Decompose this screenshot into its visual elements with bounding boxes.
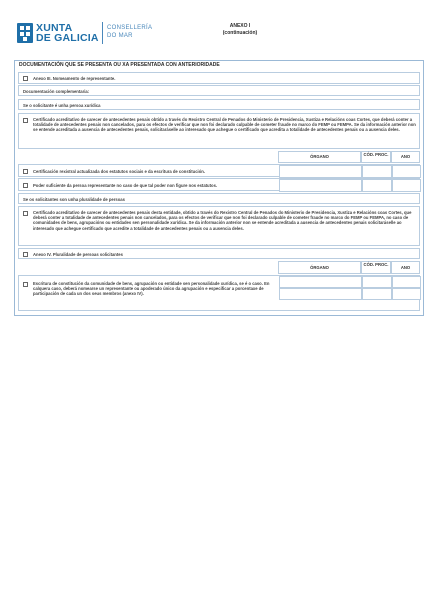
power-year-field[interactable]: [392, 179, 421, 192]
complementary-label: Documentación complementaria:: [23, 89, 90, 94]
section-title: DOCUMENTACIÓN QUE SE PRESENTA OU XA PRESENTADA CON ANTERIORIDADE: [19, 62, 220, 68]
annex4-checkbox[interactable]: [23, 252, 28, 257]
column-year-2: ANO: [400, 265, 411, 270]
annex4-row: [18, 248, 420, 259]
brand-line-2: DE GALICIA: [36, 32, 99, 44]
plural-cert-row: [18, 206, 420, 246]
registry-year-field[interactable]: [392, 165, 421, 178]
page-header: [0, 0, 439, 56]
deed-row: [18, 275, 420, 311]
columns-header-2: [18, 261, 420, 274]
deed-checkbox[interactable]: [23, 282, 28, 287]
deed-proc-field[interactable]: [362, 276, 392, 288]
power-organ-field[interactable]: [279, 179, 362, 192]
columns-header-1: [18, 151, 420, 163]
registry-cert-row: [18, 164, 420, 177]
deed-year-field-2[interactable]: [392, 288, 421, 300]
registry-proc-field[interactable]: [362, 165, 392, 178]
annex3-row: [18, 72, 420, 84]
deed-label: Escritura de constitución da comunidade de bens, agrupación ou entidade sen personalidade xurídica, se é o caso. En calquera caso, deberá nomearse un representante ou apoderado único da agrupación e especificar a porcentaxe de participación de cada un dos seus membros (anexo IV).: [33, 281, 270, 297]
column-organ: ÓRGANO: [310, 154, 329, 159]
single-heading-row: [18, 99, 420, 110]
annex3-checkbox[interactable]: [23, 76, 28, 81]
annex-heading: [200, 23, 280, 37]
plural-cert-label: Certificado acreditativo de carecer de antecedentes penais desta entidade, obtido a través do Rexistro Central de Penados do Ministerio de Presidencia, Xustiza e Relacións coas Cortes, que deberá conter a totalidade de antecedentes penais non cancelados, para os efectos de verificar que non foi declarado culpable de cometer fraude no marco do FEMP ou FEMPA, no caso de comunidades de bens, agrupacións ou entidades sen personalidade xurídica. Se da información anterior non se entende acreditada a ausencia de antecedentes penais solicitaráselle ao interesado que achegue certificado que acredite a totalidade de antecedentes penais ou a ausencia deles.: [33, 210, 412, 231]
single-cert-checkbox[interactable]: [23, 118, 28, 123]
brand-name: [36, 23, 99, 43]
power-label: Poder suficiente da persoa representante no caso de que tal poder non figure nos estatutos.: [33, 183, 218, 188]
plural-heading-row: [18, 193, 420, 204]
single-cert-label: Certificado acreditativo de carecer de antecedentes penais obtido a través do Rexistro Central de Penados do Ministerio de Presidencia, Xustiza e Relacións coas Cortes, que deberá conter a totalidade de antecedentes penais non cancelados, para os efectos de verificar que non foi declarado culpable de cometer fraude no marco do FEMP ou FEMPA. Se da información anterior non se entende acreditada a ausencia de antecedentes penais, solicitaráselle ao interesado que achegue o certificado que acredita a totalidade de antecedentes penais ou a ausencia deles.: [33, 117, 416, 133]
department-line-1: CONSELLERÍA: [107, 25, 153, 31]
plural-heading: Se os solicitantes son unha pluralidade de persoas: [23, 197, 125, 202]
department-line-2: DO MAR: [107, 33, 133, 39]
power-proc-field[interactable]: [362, 179, 392, 192]
header-divider: [102, 22, 103, 44]
deed-organ-field-2[interactable]: [279, 288, 362, 300]
single-heading: Se o solicitante é unha persoa xurídica: [23, 103, 101, 108]
annex-subtitle: (continuación): [222, 30, 258, 36]
deed-organ-field[interactable]: [279, 276, 362, 288]
registry-organ-field[interactable]: [279, 165, 362, 178]
plural-cert-checkbox[interactable]: [23, 211, 28, 216]
department-name: [107, 24, 152, 40]
deed-proc-field-2[interactable]: [362, 288, 392, 300]
annex-title: ANEXO I: [229, 23, 251, 29]
brand-line-1: XUNTA: [36, 22, 73, 34]
column-proc-code: CÓD. PROC.: [363, 152, 389, 157]
registry-cert-label: Certificación rexistral actualizada dos estatutos sociais e da escritura de constitución.: [33, 169, 205, 174]
power-row: [18, 178, 420, 191]
column-organ-2: ÓRGANO: [310, 265, 329, 270]
registry-cert-checkbox[interactable]: [23, 169, 28, 174]
deed-year-field[interactable]: [392, 276, 421, 288]
xunta-logo-icon: [16, 22, 34, 44]
power-checkbox[interactable]: [23, 183, 28, 188]
column-year: ANO: [400, 154, 411, 159]
column-proc-code-2: CÓD. PROC.: [363, 262, 389, 267]
single-cert-row: [18, 113, 420, 149]
annex4-label: Anexo IV. Pluralidade de persoas solicitantes: [33, 252, 123, 257]
complementary-row: [18, 85, 420, 96]
annex3-label: Anexo III. Nomeamento de representante.: [33, 76, 116, 81]
